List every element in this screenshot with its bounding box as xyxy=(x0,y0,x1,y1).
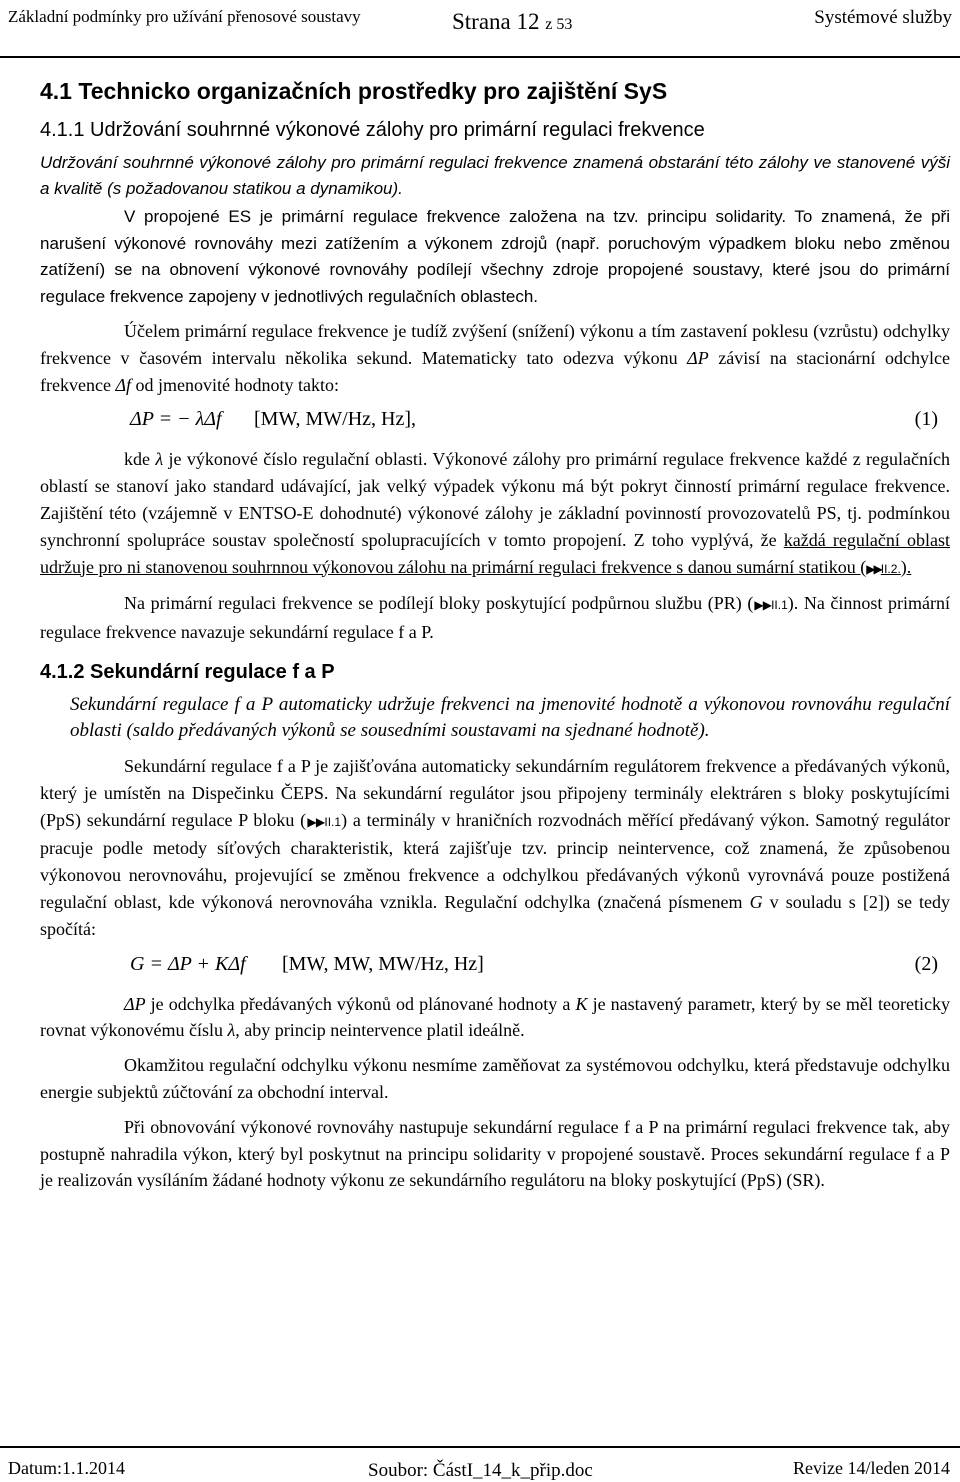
paragraph-pr-service xyxy=(40,590,950,646)
equation-1 xyxy=(40,404,950,440)
reference-link[interactable]: II.2. xyxy=(880,561,901,576)
equation-1-formula: ΔP = − λΔf xyxy=(130,408,222,431)
symbol-delta-p: ΔP xyxy=(124,993,146,1014)
paragraph-solidarity: V propojené ES je primární regulace frekvence založena na tzv. principu solidarity. To znamená, že při narušení výkonové rovnováhy mezi zatížením a výkonem zdrojů (např. poruchovým výpadkem bloku nebo změnou zatížení) se na obnovení výkonové rovnováhy podílejí všechny zdroje propojené soustavy, které jsou do primární regulace frekvence zapojeny v jednotlivých regulačních oblastech. xyxy=(40,207,950,306)
footer-date: Datum:1.1.2014 xyxy=(8,1458,125,1478)
page-total: z 53 xyxy=(545,16,573,33)
footer-divider xyxy=(0,1446,960,1448)
page-body xyxy=(40,76,950,1194)
header-page-number xyxy=(452,9,572,35)
paragraph-purpose xyxy=(40,318,950,398)
paragraph-text: ) a terminály v hraničních rozvodnách měřící předávaný výkon. Samotný regulátor pracuje podle metody síťových charakteristik, která zajišťuje tzv. princip neintervence, což znamená, že způsobenou výkonovou nerovnováhu, projevující se změnou frekvence a odchylkou předávaných výkonů vyrovnává pouze postižená regulační oblast, kde výkonová nerovnováha vznikla. Regulační odchylka (značená písmenem xyxy=(40,809,951,912)
paragraph-text: ). Na činnost primární regulace frekvence navazuje sekundární regulace f a P. xyxy=(40,593,950,643)
paragraph-reserve xyxy=(40,446,950,582)
paragraph-secondary-regulation xyxy=(40,753,950,943)
reference-link[interactable]: II.1 xyxy=(324,814,342,829)
symbol-k: K xyxy=(575,993,588,1014)
paragraph-text: Sekundární regulace f a P je zajišťována automaticky sekundárním regulátorem frekvence a předávaných výkonů, který je umístěn na Dispečinku ČEPS. Na sekundární regulátor jsou připojeny terminály elektráren s bloky poskytujícími (PpS) sekundární regulace P bloku ( xyxy=(40,755,950,830)
footer-filename: Soubor: ČástI_14_k_přip.doc xyxy=(368,1460,593,1481)
equation-1-number: (1) xyxy=(914,408,938,431)
header-section-name: Systémové služby xyxy=(814,7,952,28)
symbol-delta-p: ΔP xyxy=(687,347,709,368)
equation-2-units: [MW, MW, MW/Hz, Hz] xyxy=(282,952,484,975)
reference-link[interactable]: II.1 xyxy=(771,598,788,613)
equation-2-number: (2) xyxy=(914,952,938,975)
equation-2 xyxy=(40,949,950,985)
symbol-lambda: λ xyxy=(227,1020,236,1041)
paragraph-text: je výkonové číslo regulační oblasti. Výkonové zálohy pro primární regulace frekvence každé z regulačních oblastí se stanoví jako standard udávající, jak velký výpadek výkonu má být pokryt činností primární regulace frekvence. Zajištění této (vzájemně v ENTSO-E dohodnuté) výkonové zálohy je základní povinností provozovatelů PS, tj. podmínkou synchronní spolupráce soustav společností spolupracujících v tomto propojení. Z toho vyplývá, že xyxy=(40,449,950,550)
reference-arrow-icon: ▶▶ xyxy=(306,814,325,829)
paragraph-text: závisí na stacionární odchylce frekvence xyxy=(40,347,950,395)
paragraph-text: Účelem primární regulace frekvence je tudíž zvýšení (snížení) výkonu a tím zastavení poklesu (vzrůstu) odchylky frekvence v časovém intervalu několika sekund. Matematicky tato odezva výkonu xyxy=(40,321,950,368)
paragraph-deviation xyxy=(40,991,950,1045)
section-title: 4.1 Technicko organizačních prostředky pro zajištění SyS xyxy=(40,78,668,104)
equation-1-units: [MW, MW/Hz, Hz], xyxy=(254,408,417,431)
underlined-requirement: každá regulační oblast udržuje pro ni stanovenou souhrnnou výkonovou zálohu na primární regulaci frekvence s danou sumární statikou ( xyxy=(40,529,950,577)
equation-2-formula: G = ΔP + KΔf xyxy=(130,952,246,975)
page-header xyxy=(0,0,960,64)
page-num: 12 xyxy=(516,9,540,34)
paragraph-text: od jmenovité hodnoty takto: xyxy=(131,374,340,395)
symbol-lambda: λ xyxy=(155,449,164,470)
subsection-title-secondary: 4.1.2 Sekundární regulace f a P xyxy=(40,660,335,683)
definition-primary: Udržování souhrnné výkonové zálohy pro primární regulaci frekvence znamená obstarání této zálohy ve stanovené výši a kvalitě (s požadovanou statikou a dynamikou). xyxy=(40,153,950,198)
header-document-title: Základní podmínky pro užívání přenosové soustavy xyxy=(8,7,361,26)
paragraph-text: je nastavený parametr, který by se měl teoreticky rovnat výkonovému číslu xyxy=(40,993,950,1041)
definition-secondary: Sekundární regulace f a P automaticky udržuje frekvenci na jmenovité hodnotě a výkonovou rovnováhu regulační oblasti (saldo předávaných výkonů se sousedními soustavami na sjednané hodnotě). xyxy=(70,693,950,742)
footer-revision: Revize 14/leden 2014 xyxy=(793,1458,950,1478)
paragraph-text: Na primární regulaci frekvence se podílejí bloky poskytující podpůrnou službu (PR) ( xyxy=(124,593,754,614)
page-footer xyxy=(0,1446,960,1481)
symbol-g: G xyxy=(749,891,763,912)
page-word: Strana xyxy=(452,9,511,34)
paragraph-text: je odchylka předávaných výkonů od plánované hodnoty a xyxy=(145,993,576,1014)
paragraph-text: , aby princip neintervence platil ideálně. xyxy=(235,1020,525,1041)
subsection-title-primary: 4.1.1 Udržování souhrnné výkonové zálohy pro primární regulaci frekvence xyxy=(40,119,705,141)
paragraph-system-deviation: Okamžitou regulační odchylku výkonu nesmíme zaměňovat za systémovou odchylku, která představuje odchylku energie subjektů zúčtování za obchodní interval. xyxy=(40,1055,950,1102)
header-divider xyxy=(0,56,960,58)
paragraph-text: kde xyxy=(124,449,156,470)
reference-arrow-icon: ▶▶ xyxy=(866,561,881,576)
paragraph-text: v souladu s [2]) se tedy spočítá: xyxy=(40,891,951,939)
reference-arrow-icon: ▶▶ xyxy=(753,598,772,613)
paragraph-restoration: Při obnovování výkonové rovnováhy nastupuje sekundární regulace f a P na primární regulaci frekvence tak, aby postupně nahradila výkon, který byl poskytnut na principu solidarity v propojené soustavě. Proces sekundární regulace f a P je realizován vysíláním žádané hodnoty výkonu ze sekundárního regulátoru na bloky poskytující (PpS) (SR). xyxy=(40,1116,950,1191)
paragraph-text: ). xyxy=(900,556,912,577)
symbol-delta-f: Δf xyxy=(115,374,132,395)
